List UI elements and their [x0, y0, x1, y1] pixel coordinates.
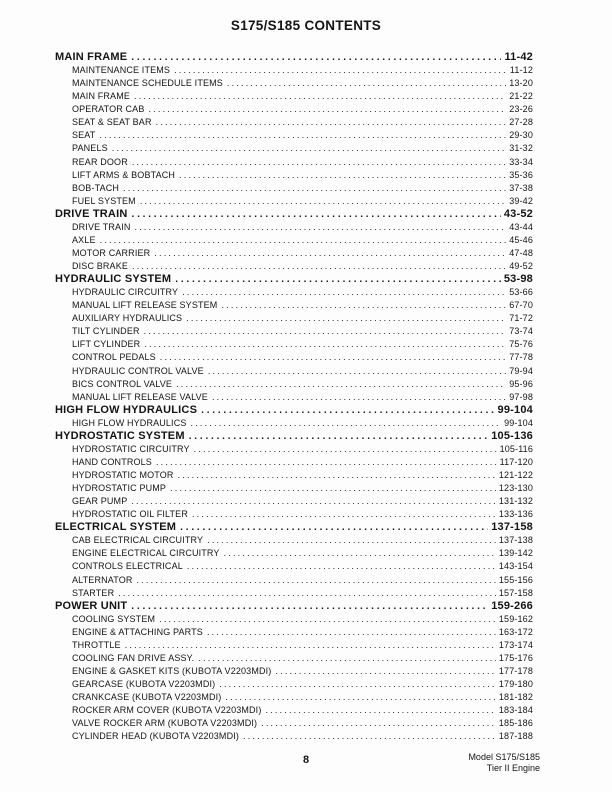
toc-entry-label: HYDROSTATIC OIL FILTER: [72, 509, 188, 520]
dot-leader: [99, 129, 506, 142]
dot-leader: [219, 678, 496, 691]
toc-entry-pages: 179-180: [498, 679, 533, 689]
toc-entry-label: HYDRAULIC CIRCUITRY: [72, 287, 179, 298]
toc-entry-pages: 97-98: [509, 391, 533, 402]
dot-leader: [182, 286, 506, 299]
toc-item-row: [55, 574, 533, 587]
dot-leader: [144, 325, 507, 338]
toc-entry-label: HYDROSTATIC SYSTEM: [55, 429, 185, 442]
dot-leader: [132, 260, 506, 273]
dot-leader: [224, 547, 496, 560]
toc-item-row: [55, 156, 533, 169]
toc-entry-pages: 31-32: [509, 143, 533, 154]
toc-entry-label: LIFT ARMS & BOBTACH: [72, 169, 176, 180]
dot-leader: [194, 443, 497, 456]
toc-entry-pages: 73-74: [509, 326, 533, 337]
dot-leader: [135, 221, 507, 234]
dot-leader: [198, 652, 496, 665]
toc-entry-label: HIGH FLOW HYDRAULICS: [55, 403, 198, 416]
toc-entry-pages: 27-28: [509, 117, 533, 128]
toc-item-row: [55, 338, 533, 351]
toc-entry-label: HYDROSTATIC CIRCUITRY: [72, 443, 190, 454]
dot-leader: [156, 456, 497, 469]
toc-item-row: [55, 730, 533, 743]
dot-leader: [123, 182, 506, 195]
toc-entry-label: GEAR PUMP: [72, 496, 128, 507]
toc-item-row: [55, 678, 533, 691]
toc-entry-pages: 23-26: [509, 104, 533, 115]
toc-entry-pages: 21-22: [509, 91, 533, 102]
toc-item-row: [55, 482, 533, 495]
toc-entry-pages: 123-130: [498, 483, 533, 494]
toc-entry-pages: 175-176: [498, 652, 533, 663]
dot-leader: [160, 351, 506, 364]
dot-leader: [179, 169, 506, 182]
toc-entry-label: STARTER: [72, 587, 115, 598]
toc-entry-label: POWER UNIT: [55, 599, 128, 612]
toc-entry-label: HYDROSTATIC MOTOR: [72, 470, 174, 480]
dot-leader: [174, 64, 507, 77]
toc-entry-label: GEARCASE (KUBOTA V2203MDI): [72, 679, 216, 689]
toc-item-row: [55, 169, 533, 182]
dot-leader: [131, 600, 488, 613]
toc-entry-label: SEAT: [72, 130, 96, 141]
toc-item-row: [55, 299, 533, 312]
toc-entry-pages: 99-104: [497, 403, 533, 416]
toc-entry-pages: 121-122: [498, 470, 533, 480]
dot-leader: [201, 404, 494, 417]
toc-entry-pages: 157-158: [498, 587, 533, 598]
dot-leader: [208, 365, 506, 378]
dot-leader: [265, 704, 495, 717]
toc-item-row: [55, 443, 533, 456]
dot-leader: [243, 730, 496, 743]
toc-item-row: [55, 665, 533, 678]
toc-entry-pages: 117-120: [499, 456, 533, 467]
toc-section-row: [55, 430, 533, 443]
toc-entry-label: DRIVE TRAIN: [55, 207, 128, 220]
toc-section-row: [55, 404, 533, 417]
dot-leader: [159, 613, 496, 626]
toc-entry-label: FUEL SYSTEM: [72, 195, 136, 206]
dot-leader: [187, 560, 496, 573]
toc-item-row: [55, 391, 533, 404]
toc-entry-pages: 177-178: [498, 665, 533, 676]
dot-leader: [144, 338, 506, 351]
toc-section-row: [55, 273, 533, 286]
toc-entry-label: CAB ELECTRICAL CIRCUITRY: [72, 535, 204, 546]
footer-model-line: Model S175/S185: [468, 752, 540, 762]
toc-entry-label: COOLING SYSTEM: [72, 613, 156, 624]
toc-item-row: [55, 221, 533, 234]
dot-leader: [180, 521, 488, 534]
toc-entry-label: BOB-TACH: [72, 182, 120, 193]
toc-item-row: [55, 234, 533, 247]
toc-item-row: [55, 90, 533, 103]
toc-entry-pages: 53-66: [509, 287, 533, 298]
toc-entry-label: MOTOR CARRIER: [72, 247, 151, 258]
toc-entry-pages: 39-42: [509, 195, 533, 206]
dot-leader: [112, 142, 506, 155]
toc-entry-label: VALVE ROCKER ARM (KUBOTA V2203MDI): [72, 718, 258, 729]
toc-section-row: [55, 600, 533, 613]
toc-entry-pages: 75-76: [509, 339, 533, 350]
dot-leader: [261, 717, 496, 730]
toc-item-row: [55, 247, 533, 260]
toc-entry-pages: 11-12: [509, 65, 533, 76]
toc-entry-label: THROTTLE: [72, 639, 121, 650]
toc-item-row: [55, 587, 533, 600]
toc-entry-label: MAIN FRAME: [55, 51, 128, 63]
toc-item-row: [55, 626, 533, 639]
dot-leader: [191, 417, 502, 430]
footer-engine-line: Tier II Engine: [486, 762, 540, 773]
toc-entry-pages: 43-52: [503, 207, 533, 220]
dot-leader: [227, 77, 506, 90]
footer-right-block: [468, 752, 540, 773]
toc-entry-label: OPERATOR CAB: [72, 104, 145, 115]
dot-leader: [175, 273, 501, 286]
toc-item-row: [55, 365, 533, 378]
toc-item-row: [55, 195, 533, 208]
toc-entry-pages: 105-136: [491, 429, 533, 442]
toc-entry-pages: 159-162: [498, 613, 533, 624]
dot-leader: [186, 312, 506, 325]
dot-leader: [176, 378, 506, 391]
toc-entry-label: PANELS: [72, 143, 108, 154]
toc-item-row: [55, 456, 533, 469]
dot-leader: [154, 247, 506, 260]
toc-entry-pages: 105-116: [499, 443, 533, 454]
dot-leader: [192, 508, 496, 521]
toc-entry-pages: 181-182: [498, 692, 533, 703]
toc-item-row: [55, 613, 533, 626]
dot-leader: [125, 639, 496, 652]
dot-leader: [212, 391, 506, 404]
toc-entry-label: ENGINE & ATTACHING PARTS: [72, 626, 203, 637]
toc-entry-label: HYDROSTATIC PUMP: [72, 483, 167, 494]
toc-section-row: [55, 521, 533, 534]
toc-entry-label: REAR DOOR: [72, 156, 128, 167]
toc-item-row: [55, 116, 533, 129]
dot-leader: [131, 51, 501, 64]
toc-entry-pages: 79-94: [509, 365, 533, 376]
toc-item-row: [55, 129, 533, 142]
toc-entry-label: CRANKCASE (KUBOTA V2203MDI): [72, 692, 222, 703]
toc-entry-pages: 187-188: [498, 731, 533, 742]
toc-entry-pages: 155-156: [498, 574, 533, 585]
dot-leader: [137, 574, 496, 587]
toc-entry-label: ROCKER ARM COVER (KUBOTA V2203MDI): [72, 705, 262, 716]
toc-item-row: [55, 652, 533, 665]
toc-item-row: [55, 351, 533, 364]
toc-entry-label: ELECTRICAL SYSTEM: [55, 521, 177, 534]
toc-entry-label: MAINTENANCE ITEMS: [72, 65, 171, 76]
toc-entry-label: CYLINDER HEAD (KUBOTA V2203MDI): [72, 731, 240, 742]
toc-entry-pages: 43-44: [509, 221, 533, 232]
toc-item-row: [55, 534, 533, 547]
toc-entry-label: ENGINE & GASKET KITS (KUBOTA V2203MDI): [72, 665, 272, 676]
toc-entry-label: HIGH FLOW HYDRAULICS: [72, 417, 187, 428]
toc-entry-label: HAND CONTROLS: [72, 456, 152, 467]
toc-entry-label: ALTERNATOR: [72, 574, 133, 585]
toc-item-row: [55, 182, 533, 195]
toc-item-row: [55, 325, 533, 338]
dot-leader: [132, 156, 506, 169]
toc-entry-pages: 159-266: [491, 599, 533, 612]
toc-entry-label: AXLE: [72, 234, 96, 245]
toc-entry-label: LIFT CYLINDER: [72, 339, 141, 350]
toc-entry-pages: 45-46: [509, 234, 533, 245]
dot-leader: [156, 116, 507, 129]
toc-entry-pages: 137-158: [491, 521, 533, 534]
toc-entry-label: HYDRAULIC SYSTEM: [55, 273, 172, 286]
toc-entry-label: DISC BRAKE: [72, 261, 129, 271]
toc-entry-pages: 71-72: [509, 313, 533, 324]
dot-leader: [131, 495, 496, 508]
toc-entry-pages: 133-136: [498, 509, 533, 520]
toc-entry-pages: 33-34: [509, 156, 533, 167]
toc-entry-pages: 35-36: [509, 169, 533, 180]
toc-entry-pages: 131-132: [498, 496, 533, 507]
toc-item-row: [55, 639, 533, 652]
toc-entry-label: TILT CYLINDER: [72, 326, 140, 337]
toc-entry-label: MANUAL LIFT RELEASE SYSTEM: [72, 300, 218, 311]
toc-item-row: [55, 260, 533, 273]
toc-entry-pages: 185-186: [498, 718, 533, 729]
toc-entry-pages: 29-30: [509, 130, 533, 141]
toc-entry-label: AUXILIARY HYDRAULICS: [72, 313, 183, 324]
toc-entry-pages: 163-172: [498, 626, 533, 637]
toc-item-row: [55, 312, 533, 325]
toc-entry-pages: 11-42: [504, 51, 533, 63]
toc-item-row: [55, 704, 533, 717]
dot-leader: [100, 234, 507, 247]
toc-entry-label: SEAT & SEAT BAR: [72, 117, 152, 128]
toc-item-row: [55, 691, 533, 704]
toc-entry-label: CONTROLS ELECTRICAL: [72, 561, 183, 572]
dot-leader: [275, 665, 495, 678]
toc-entry-pages: 49-52: [509, 261, 533, 271]
dot-leader: [178, 469, 496, 482]
dot-leader: [225, 691, 495, 704]
footer-page-number: 8: [302, 754, 310, 766]
toc-entry-label: MANUAL LIFT RELEASE VALVE: [72, 391, 208, 402]
toc-entry-pages: 13-20: [509, 78, 533, 89]
toc-entry-pages: 139-142: [498, 548, 533, 559]
toc-entry-label: DRIVE TRAIN: [72, 221, 131, 232]
toc-item-row: [55, 417, 533, 430]
dot-leader: [207, 534, 496, 547]
toc-entry-label: ENGINE ELECTRICAL CIRCUITRY: [72, 548, 220, 559]
dot-leader: [207, 626, 496, 639]
toc-entry-pages: 137-138: [498, 535, 533, 546]
toc-entry-label: MAINTENANCE SCHEDULE ITEMS: [72, 78, 223, 89]
toc-entry-label: HYDRAULIC CONTROL VALVE: [72, 365, 204, 376]
page-title: S175/S185 CONTENTS: [230, 18, 382, 33]
toc-section-row: [55, 208, 533, 221]
toc-item-row: [55, 717, 533, 730]
toc-entry-label: BICS CONTROL VALVE: [72, 378, 173, 389]
toc-item-row: [55, 495, 533, 508]
toc-item-row: [55, 508, 533, 521]
toc-item-row: [55, 547, 533, 560]
dot-leader: [148, 103, 506, 116]
toc-list: [55, 51, 533, 743]
dot-leader: [131, 208, 500, 221]
toc-entry-label: MAIN FRAME: [72, 91, 131, 102]
toc-entry-pages: 67-70: [509, 300, 533, 311]
toc-item-row: [55, 64, 533, 77]
toc-entry-pages: 37-38: [509, 182, 533, 193]
toc-item-row: [55, 286, 533, 299]
toc-entry-label: COOLING FAN DRIVE ASSY.: [72, 652, 195, 663]
dot-leader: [134, 90, 506, 103]
toc-entry-pages: 183-184: [498, 705, 533, 716]
toc-item-row: [55, 103, 533, 116]
dot-leader: [118, 587, 496, 600]
toc-item-row: [55, 77, 533, 90]
toc-section-row: [55, 51, 533, 64]
toc-item-row: [55, 378, 533, 391]
toc-entry-pages: 143-154: [498, 561, 533, 572]
toc-item-row: [55, 142, 533, 155]
toc-entry-label: CONTROL PEDALS: [72, 352, 156, 363]
toc-entry-pages: 95-96: [509, 378, 533, 389]
toc-item-row: [55, 469, 533, 482]
dot-leader: [140, 195, 506, 208]
dot-leader: [189, 430, 489, 443]
dot-leader: [221, 299, 506, 312]
toc-entry-pages: 47-48: [509, 247, 533, 258]
toc-entry-pages: 99-104: [504, 417, 533, 428]
toc-entry-pages: 77-78: [509, 352, 533, 363]
toc-entry-pages: 53-98: [503, 273, 533, 286]
toc-entry-pages: 173-174: [498, 639, 533, 650]
dot-leader: [170, 482, 496, 495]
toc-item-row: [55, 560, 533, 573]
